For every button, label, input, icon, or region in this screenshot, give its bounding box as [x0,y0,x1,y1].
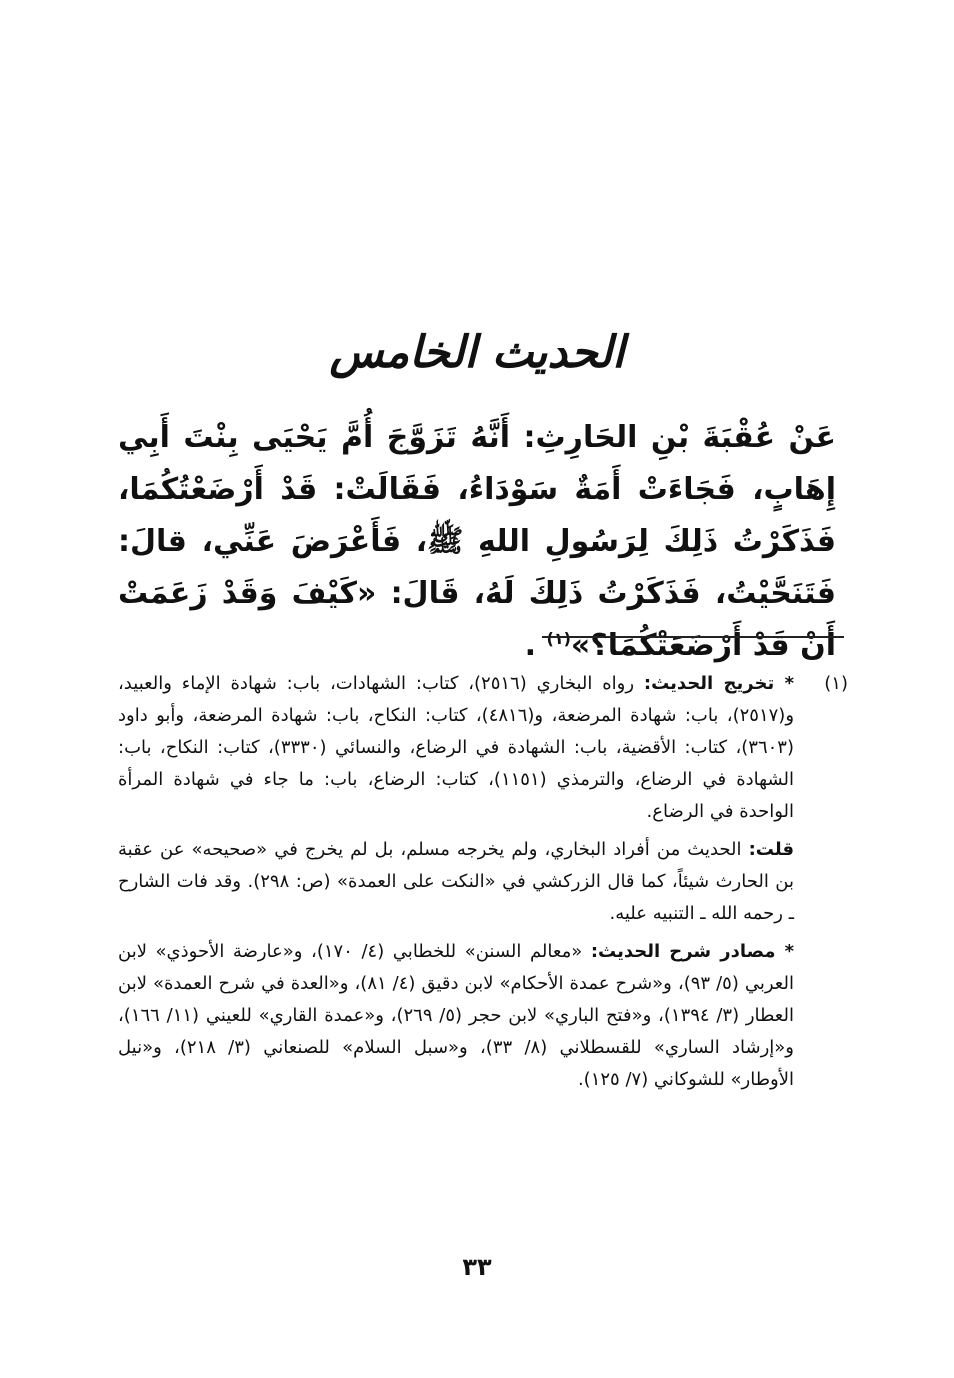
footnote-1 [118,668,848,1102]
qult-label: قلت: [748,839,794,860]
takhrij-text: رواه البخاري (٢٥١٦)، كتاب: الشهادات، باب: شهادة الإماء والعبيد، و(٢٥١٧)، باب: شهادة المرضعة، و(٤٨١٦)، كتاب: النكاح، باب: شهادة المرضعة، وأبو داود (٣٦٠٣)، كتاب: الأقضية، باب: الشهادة في الرضاع، والنسائي (٣٣٣٠)، كتاب: النكاح، باب: الشهادة في الرضاع، والترمذي (١١٥١)، كتاب: الرضاع، باب: ما جاء في شهادة المرأة الواحدة في الرضاع. [118,673,795,822]
masadir-label: * مصادر شرح الحديث: [590,941,794,962]
page-number: ٣٣ [462,1253,492,1281]
takhrij-label: * تخريج الحديث: [643,673,795,694]
hadith-text [118,412,836,672]
takhrij-paragraph [118,668,794,828]
chapter-title: الحديث الخامس [329,327,625,378]
footnote-body [118,668,802,1102]
masadir-text: «معالم السنن» للخطابي (٤/ ١٧٠)، و«عارضة الأحوذي» لابن العربي (٥/ ٩٣)، و«شرح عمدة الأحكام» لابن دقيق (٤/ ٨١)، و«العدة في شرح العمدة» لابن العطار (٣/ ١٣٩٤)، و«فتح الباري» لابن حجر (٥/ ٢٦٩)، و«عمدة القاري» للعيني (١١/ ١٦٦)، و«إرشاد الساري» للقسطلاني (٨/ ٣٣)، و«سبل السلام» للصنعاني (٣/ ٢١٨)، و«نيل الأوطار» للشوكاني (٧/ ١٢٥). [118,941,794,1090]
hadith-intro: عَنْ عُقْبَةَ بْنِ الحَارِثِ: أَنَّهُ تَزَوَّجَ أُمَّ يَحْيَى بِنْتَ أَبِي إِهَابٍ، فَجَاءَتْ أَمَةٌ سَوْدَاءُ، فَقَالَتْ: قَدْ أَرْضَعْتُكُمَا، فَذَكَرْتُ ذَلِكَ لِرَسُولِ اللهِ ﷺ، فَأَعْرَضَ عَنِّي، قالَ: فَتَنَحَّيْتُ، فَذَكَرْتُ ذَلِكَ لَهُ، قَالَ: [118,420,836,611]
qult-paragraph [118,834,794,930]
footnote-number: (١) [824,673,848,694]
hadith-end: . [524,628,537,663]
footnotes [118,668,848,1102]
hadith-quote: «كَيْفَ وَقَدْ زَعَمَتْ أَنْ قَدْ أَرْضَعَتْكُمَا؟» [118,576,836,663]
qult-text: الحديث من أفراد البخاري، ولم يخرجه مسلم، بل لم يخرج في «صحيحه» عن عقبة بن الحارث شيئاً، كما قال الزركشي في «النكت على العمدة» (ص: ٢٩٨). وقد فات الشارح ـ رحمه الله ـ التنبيه عليه. [118,839,794,924]
footnote-reference[interactable]: (١) [546,629,571,648]
footnote-divider [542,636,844,638]
masadir-paragraph [118,936,794,1096]
